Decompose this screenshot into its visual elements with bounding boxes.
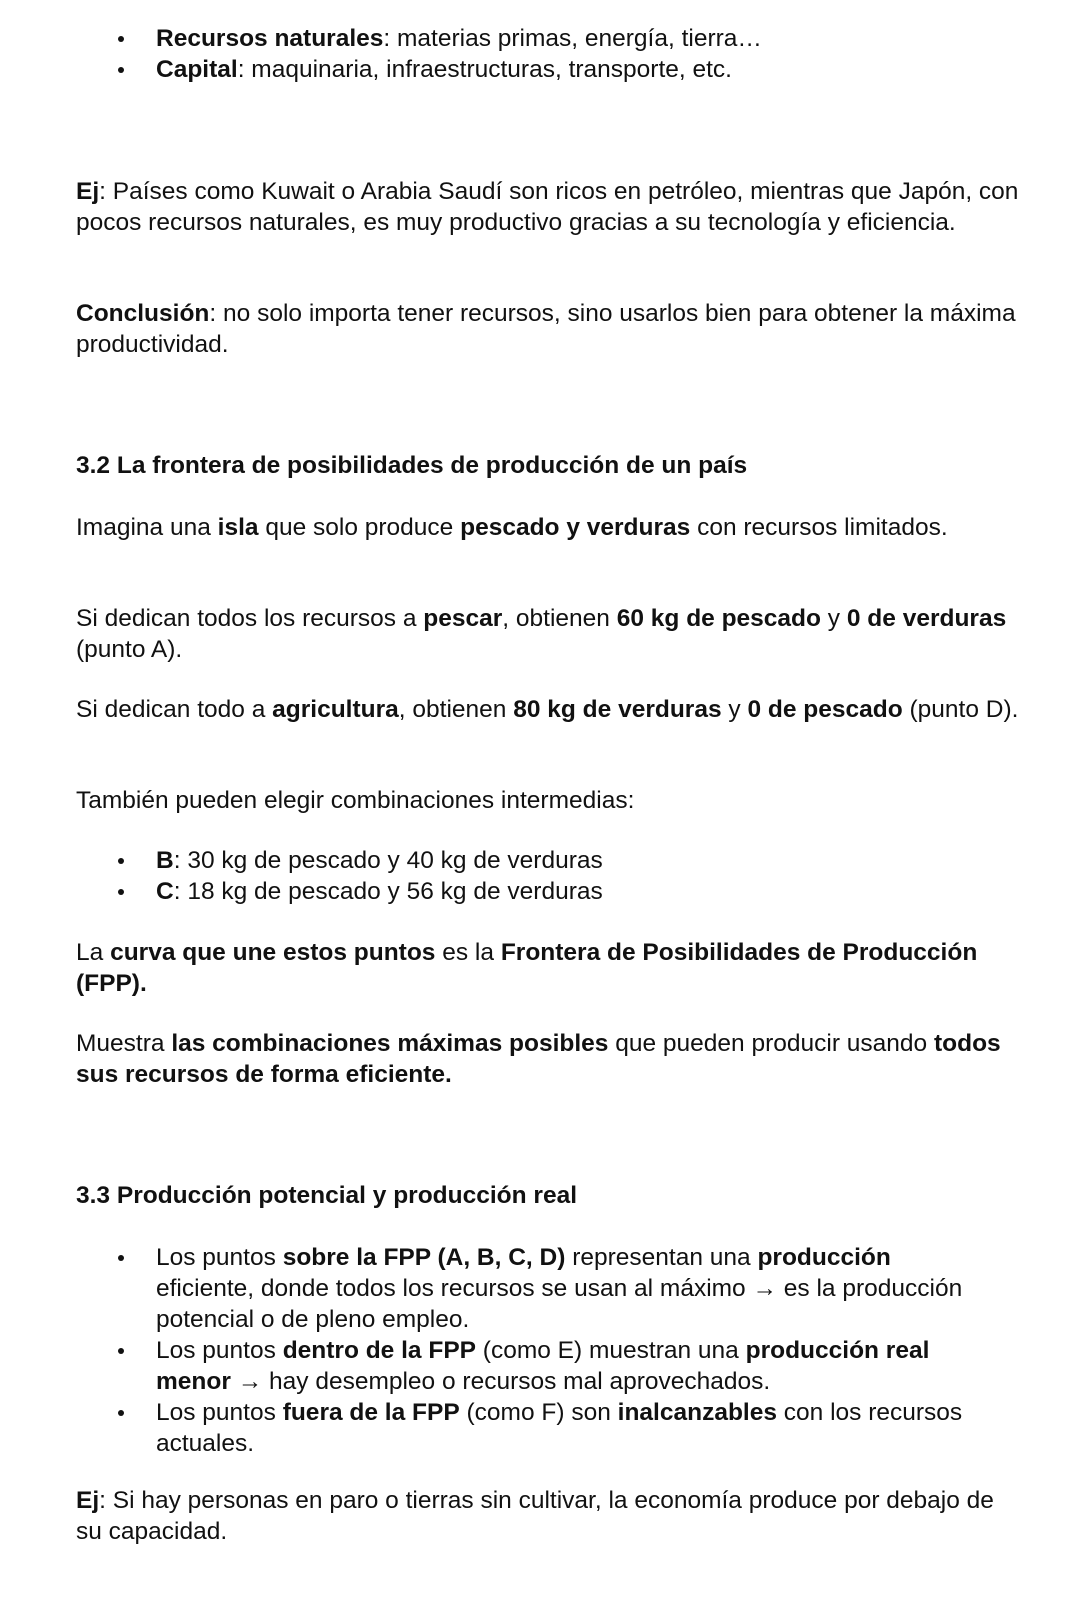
fpp-meaning-paragraph xyxy=(76,1028,1026,1090)
list-item xyxy=(156,23,1036,54)
text-run: (como F) son xyxy=(459,1399,618,1426)
fishing-paragraph xyxy=(76,603,1026,665)
bullet-term: Recursos naturales xyxy=(156,25,384,52)
bold-run: dentro de la FPP xyxy=(282,1337,476,1364)
text-run: con recursos limitados. xyxy=(690,514,948,541)
conclusion-text: : no solo importa tener recursos, sino usarlos bien para obtener la máxima productividad. xyxy=(76,300,1016,358)
list-item xyxy=(156,845,1036,876)
text-run: Los puntos xyxy=(156,1244,283,1271)
text-run: con los recursos actuales. xyxy=(156,1399,963,1457)
bold-run: curva que une estos puntos xyxy=(110,939,436,966)
text-run: y xyxy=(721,696,748,723)
bullet-term: C xyxy=(156,878,174,905)
text-run: que pueden producir usando xyxy=(608,1030,934,1057)
production-list xyxy=(156,1242,992,1459)
intermediate-paragraph: También pueden elegir combinaciones intermedias: xyxy=(76,787,635,814)
text-run: , obtienen xyxy=(398,696,514,723)
text-run: Los puntos xyxy=(156,1399,283,1426)
bold-run: todos sus recursos de forma eficiente. xyxy=(76,1030,1001,1088)
bullet-text: : maquinaria, infraestructuras, transporte, etc. xyxy=(237,56,732,83)
text-run: es la xyxy=(435,939,501,966)
conclusion-label: Conclusión xyxy=(76,300,210,327)
text-run: eficiente, donde todos los recursos se usan al máximo → es la producción potencial o de pleno empleo. xyxy=(156,1275,963,1333)
bullet-icon xyxy=(118,36,124,42)
example-paragraph xyxy=(76,176,1026,238)
text-run: (punto D). xyxy=(902,696,1019,723)
text-run: representan una xyxy=(565,1244,758,1271)
bold-run: agricultura xyxy=(272,696,399,723)
example-text: : Si hay personas en paro o tierras sin cultivar, la economía produce por debajo de su capacidad. xyxy=(76,1487,994,1545)
bullet-icon xyxy=(118,889,124,895)
text-run: Los puntos xyxy=(156,1337,283,1364)
bold-run: producción xyxy=(757,1244,891,1271)
bullet-icon xyxy=(118,1255,124,1261)
bold-run: inalcanzables xyxy=(617,1399,777,1426)
text-run: Si dedican todos los recursos a xyxy=(76,605,424,632)
text-run: (como E) muestran una xyxy=(476,1337,746,1364)
bold-run: 60 kg de pescado xyxy=(616,605,821,632)
bold-run: producción real menor xyxy=(156,1337,930,1395)
text-run: que solo produce xyxy=(258,514,461,541)
bullet-icon xyxy=(118,1348,124,1354)
example-text: : Países como Kuwait o Arabia Saudí son ricos en petróleo, mientras que Japón, con pocos recursos naturales, es muy productivo gracias a su tecnología y eficiencia. xyxy=(76,178,1019,236)
bullet-text: : materias primas, energía, tierra… xyxy=(383,25,762,52)
section-heading-3-3: 3.3 Producción potencial y producción real xyxy=(76,1182,578,1209)
bullet-icon xyxy=(118,67,124,73)
example-paragraph xyxy=(76,1485,1026,1547)
points-list xyxy=(156,845,1036,907)
bold-run: pescar xyxy=(423,605,503,632)
bullet-term: Capital xyxy=(156,56,238,83)
bold-run: las combinaciones máximas posibles xyxy=(171,1030,609,1057)
bold-run: 0 de verduras xyxy=(846,605,1007,632)
agriculture-paragraph xyxy=(76,694,1026,725)
bold-run: sobre la FPP (A, B, C, D) xyxy=(282,1244,566,1271)
bold-run: fuera de la FPP xyxy=(282,1399,460,1426)
list-item xyxy=(156,1335,992,1397)
list-item xyxy=(156,1242,992,1335)
bullet-icon xyxy=(118,1410,124,1416)
list-item xyxy=(156,54,1036,85)
bullet-text: : 30 kg de pescado y 40 kg de verduras xyxy=(173,847,603,874)
conclusion-paragraph xyxy=(76,298,1026,360)
text-run: Muestra xyxy=(76,1030,172,1057)
text-run: La xyxy=(76,939,111,966)
bold-run: 80 kg de verduras xyxy=(513,696,722,723)
fpp-definition-paragraph xyxy=(76,937,1026,999)
text-run: Imagina una xyxy=(76,514,218,541)
bullet-text: : 18 kg de pescado y 56 kg de verduras xyxy=(173,878,603,905)
bold-run: Frontera de Posibilidades de Producción (FPP). xyxy=(76,939,978,997)
island-paragraph xyxy=(76,512,1026,543)
list-item xyxy=(156,876,1036,907)
example-label: Ej xyxy=(76,178,100,205)
bold-run: isla xyxy=(217,514,259,541)
bold-run: pescado y verduras xyxy=(460,514,691,541)
example-label: Ej xyxy=(76,1487,100,1514)
text-run: (punto A). xyxy=(76,636,183,663)
text-run: Si dedican todo a xyxy=(76,696,273,723)
text-run: y xyxy=(821,605,847,632)
section-heading-3-2: 3.2 La frontera de posibilidades de producción de un país xyxy=(76,452,748,479)
text-run: , obtienen xyxy=(502,605,617,632)
bullet-term: B xyxy=(156,847,174,874)
bold-run: 0 de pescado xyxy=(747,696,903,723)
list-item xyxy=(156,1397,992,1459)
resources-list xyxy=(156,23,1036,85)
bullet-icon xyxy=(118,858,124,864)
text-run: → hay desempleo o recursos mal aprovechados. xyxy=(230,1368,771,1395)
